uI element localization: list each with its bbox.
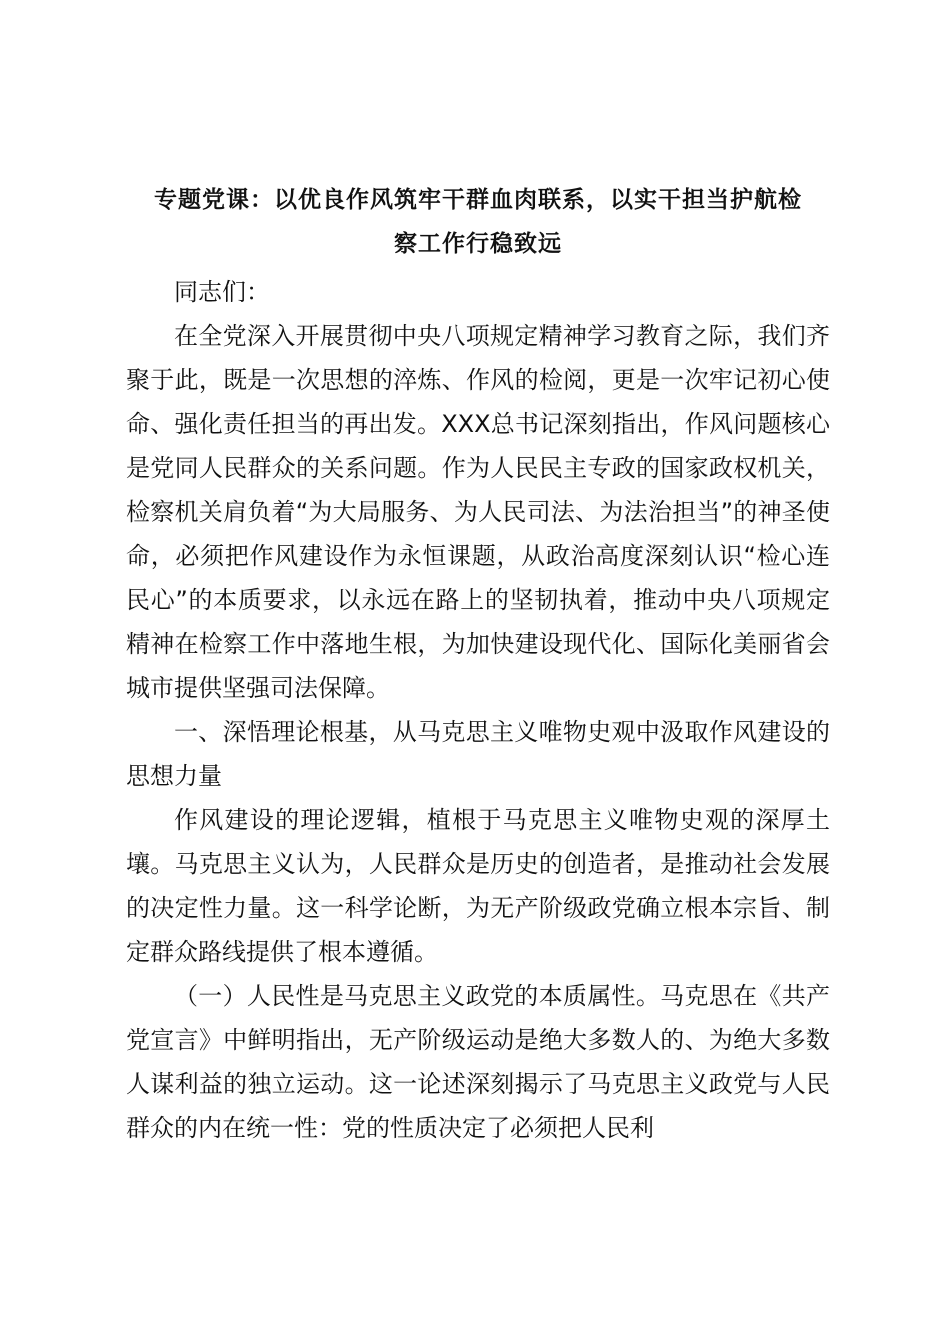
section-1-paragraph: 作风建设的理论逻辑，植根于马克思主义唯物史观的深厚土壤。马克思主义认为，人民群众是历史的创造者，是推动社会发展的决定性力量。这一科学论断，为无产阶级政党确立根本宗旨、制定群众路线提供了根本遵循。 — [126, 806, 830, 966]
title-line-1: 专题党课：以优良作风筑牢干群血肉联系，以实干担当护航检 — [154, 187, 802, 213]
salutation: 同志们： — [174, 278, 270, 306]
section-heading-1: 一、深悟理论根基，从马克思主义唯物史观中汲取作风建设的思想力量 — [126, 718, 830, 790]
document-title — [126, 178, 830, 266]
title-line-2: 察工作行稳致远 — [394, 231, 562, 257]
subsection-1-paragraph: （一）人民性是马克思主义政党的本质属性。马克思在《共产党宣言》中鲜明指出，无产阶级运动是绝大多数人的、为绝大多数人谋利益的独立运动。这一论述深刻揭示了马克思主义政党与人民群众的内在统一性：党的性质决定了必须把人民利 — [126, 982, 830, 1142]
intro-paragraph: 在全党深入开展贯彻中央八项规定精神学习教育之际，我们齐聚于此，既是一次思想的淬炼、作风的检阅，更是一次牢记初心使命、强化责任担当的再出发。XXX总书记深刻指出，作风问题核心是党同人民群众的关系问题。作为人民民主专政的国家政权机关，检察机关肩负着“为大局服务、为人民司法、为法治担当”的神圣使命，必须把作风建设作为永恒课题，从政治高度深刻认识“检心连民心”的本质要求，以永远在路上的坚韧执着，推动中央八项规定精神在检察工作中落地生根，为加快建设现代化、国际化美丽省会城市提供坚强司法保障。 — [126, 322, 830, 702]
